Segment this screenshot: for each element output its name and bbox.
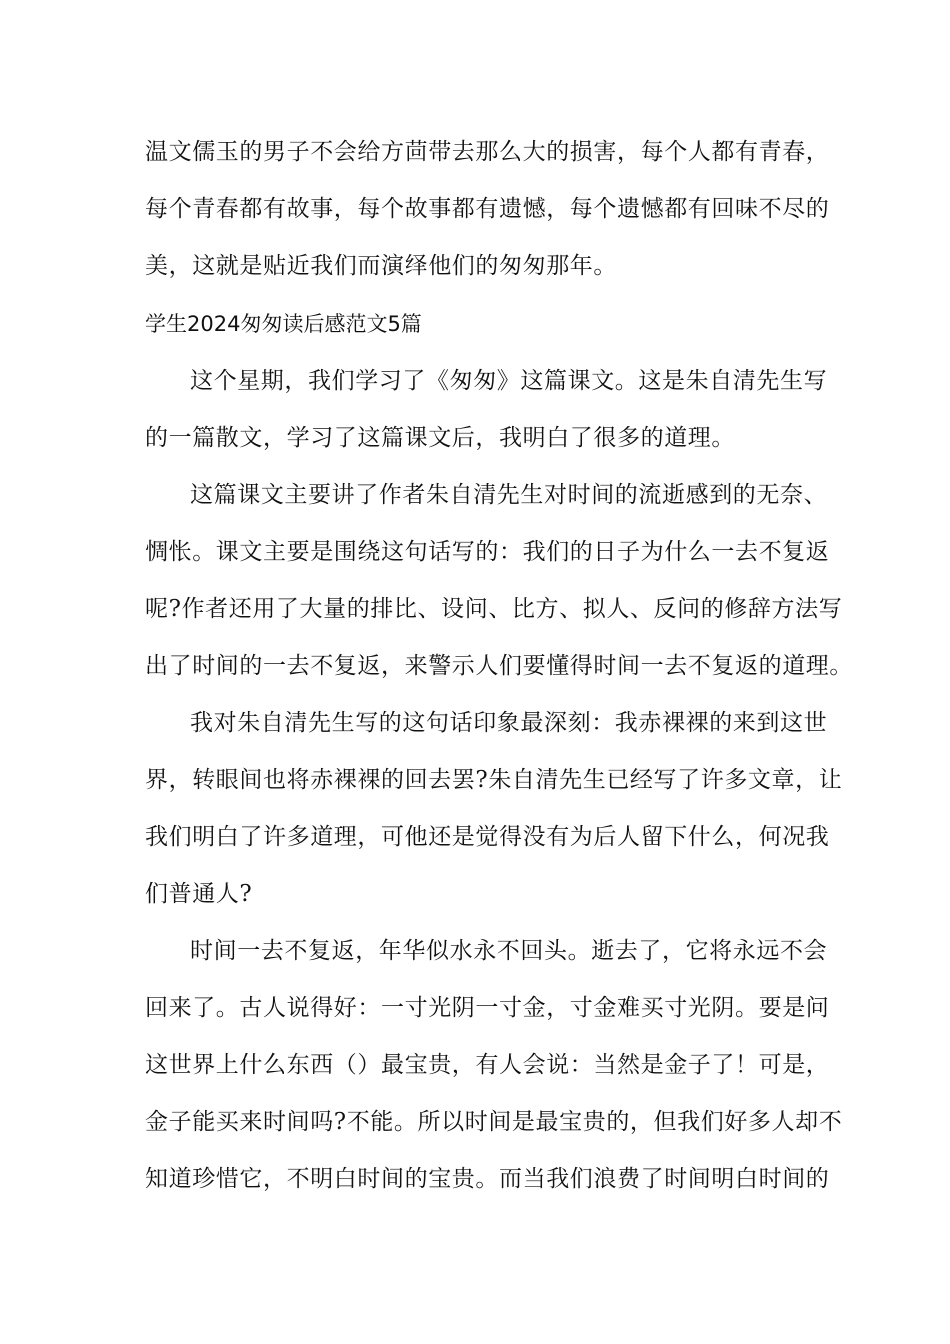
paragraph-line-12: 我们明白了许多道理，可他还是觉得没有为后人留下什么，何况我 — [145, 824, 830, 850]
paragraph-line-14: 时间一去不复返，年华似水永不回头。逝去了，它将永远不会 — [190, 938, 828, 964]
paragraph-line-9: 出了时间的一去不复返，来警示人们要懂得时间一去不复返的道理。 — [145, 653, 853, 679]
paragraph-line-5: 的一篇散文，学习了这篇课文后，我明白了很多的道理。 — [145, 425, 735, 451]
paragraph-line-11: 界，转眼间也将赤裸裸的回去罢?朱自清先生已经写了许多文章，让 — [145, 767, 843, 793]
paragraph-line-4: 这个星期，我们学习了《匆匆》这篇课文。这是朱自清先生写 — [190, 368, 828, 394]
section-heading: 学生2024匆匆读后感范文5篇 — [145, 312, 422, 336]
paragraph-line-10: 我对朱自清先生写的这句话印象最深刻：我赤裸裸的来到这世 — [190, 710, 828, 736]
paragraph-line-13: 们普通人? — [145, 881, 253, 907]
paragraph-line-7: 惆怅。课文主要是围绕这句话写的：我们的日子为什么一去不复返 — [145, 539, 830, 565]
paragraph-line-17: 金子能买来时间吗?不能。所以时间是最宝贵的，但我们好多人却不 — [145, 1109, 843, 1135]
paragraph-line-8: 呢?作者还用了大量的排比、设问、比方、拟人、反问的修辞方法写 — [145, 596, 843, 622]
paragraph-line-6: 这篇课文主要讲了作者朱自清先生对时间的流逝感到的无奈、 — [190, 482, 828, 508]
paragraph-line-15: 回来了。古人说得好：一寸光阴一寸金，寸金难买寸光阴。要是问 — [145, 995, 830, 1021]
paragraph-line-3: 美，这就是贴近我们而演绎他们的匆匆那年。 — [145, 253, 617, 279]
paragraph-line-2: 每个青春都有故事，每个故事都有遗憾，每个遗憾都有回味不尽的 — [145, 196, 830, 222]
paragraph-line-1: 温文儒玉的男子不会给方茴带去那么大的损害，每个人都有青春， — [145, 139, 830, 165]
paragraph-line-18: 知道珍惜它，不明白时间的宝贵。而当我们浪费了时间明白时间的 — [145, 1166, 830, 1192]
paragraph-line-16: 这世界上什么东西（）最宝贵，有人会说：当然是金子了！可是， — [145, 1052, 830, 1078]
